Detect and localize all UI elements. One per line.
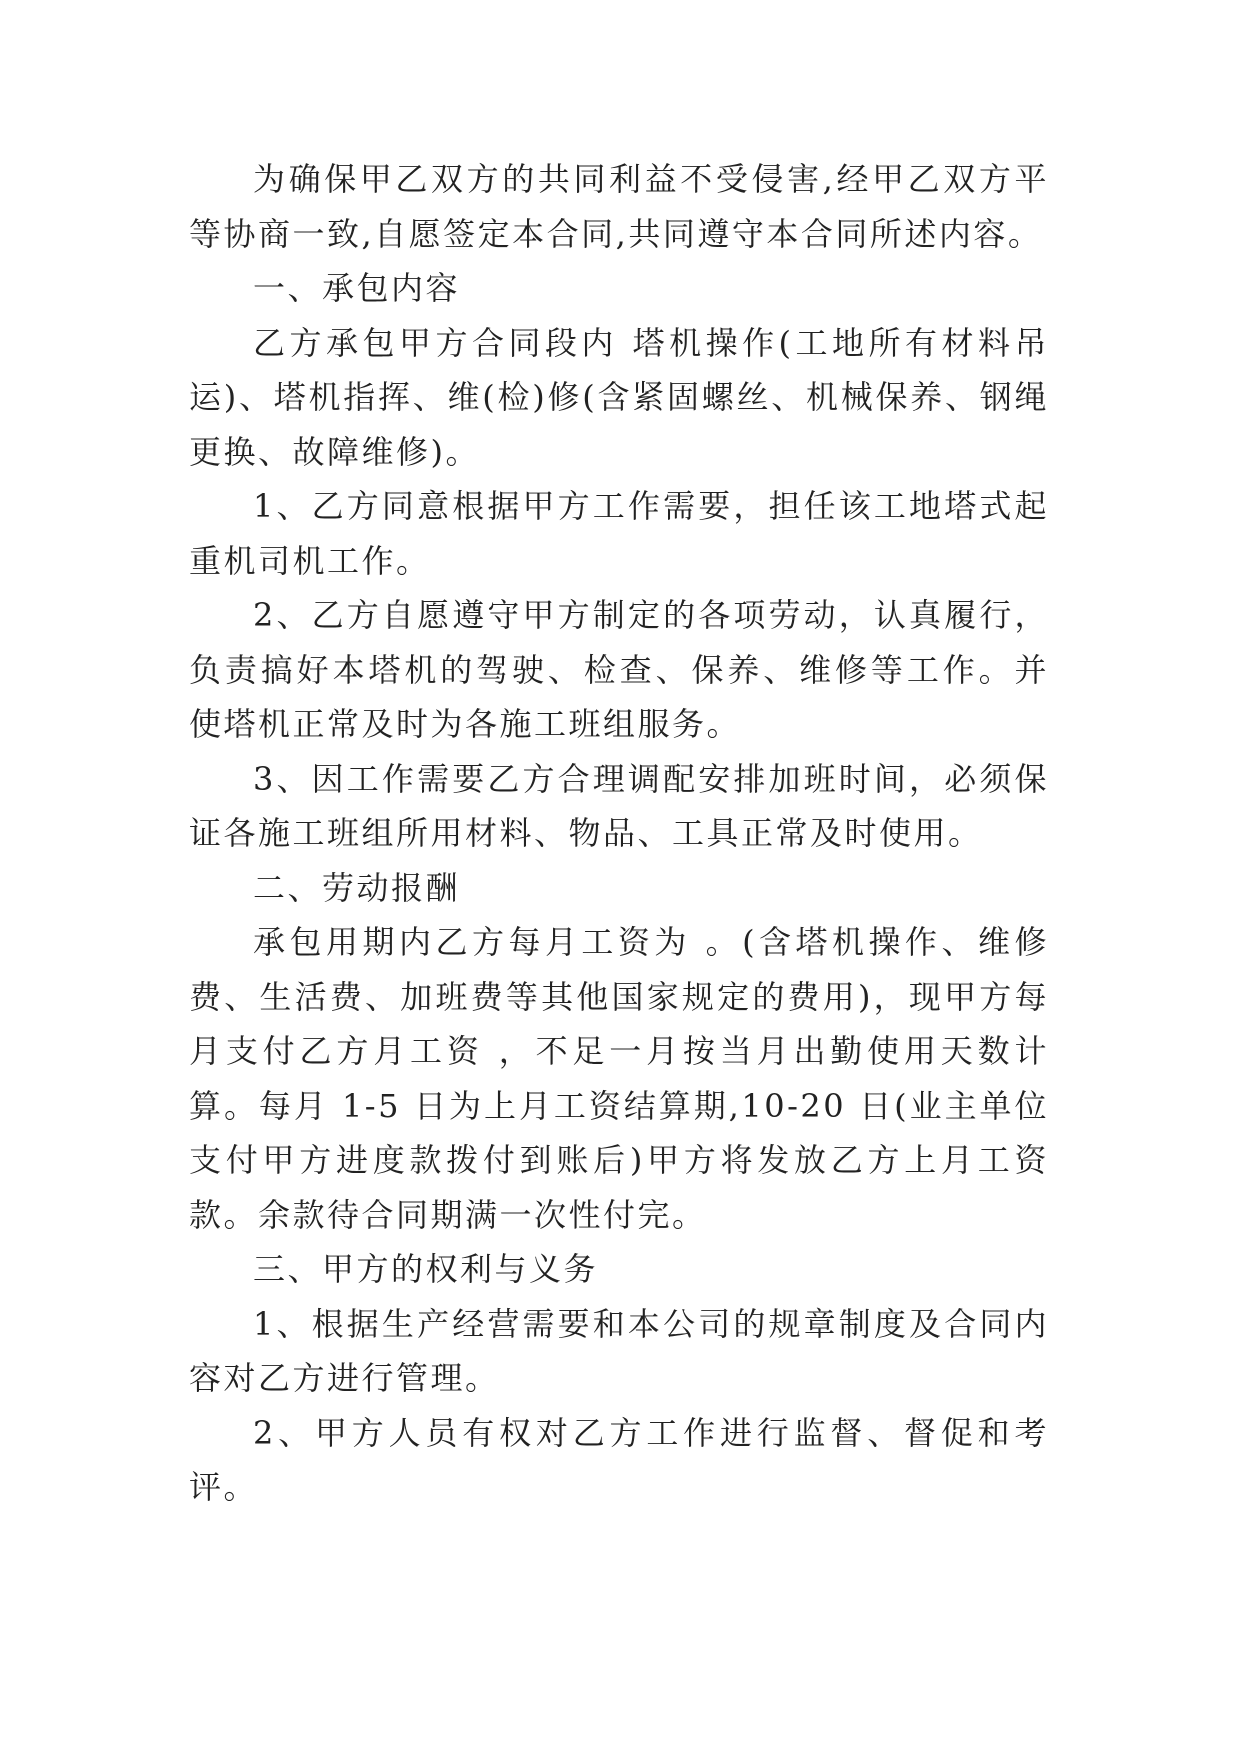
section-heading-party-a-rights: 三、甲方的权利与义务 <box>253 1250 599 1288</box>
party-a-item-2: 2、甲方人员有权对乙方工作进行监督、督促和考评。 <box>189 1413 1049 1506</box>
remuneration-paragraph: 承包用期内乙方每月工资为 。(含塔机操作、维修费、生活费、加班费等其他国家规定的费用)，现甲方每月支付乙方月工资 ，不足一月按当月出勤使用天数计算。每月 1-5 日为上月工资结算期,10-20 日(业主单位支付甲方进度款拨付到账后)甲方将发放乙方上月工资款。余款待合同期满一次性付完。 <box>189 923 1049 1234</box>
scope-paragraph: 乙方承包甲方合同段内 塔机操作(工地所有材料吊运)、塔机指挥、维(检)修(含紧固螺丝、机械保养、钢绳更换、故障维修)。 <box>189 323 1049 471</box>
scope-item-2: 2、乙方自愿遵守甲方制定的各项劳动，认真履行，负责搞好本塔机的驾驶、检查、保养、维修等工作。并使塔机正常及时为各施工班组服务。 <box>189 596 1049 743</box>
section-heading-remuneration: 二、劳动报酬 <box>253 868 461 907</box>
scope-item-3: 3、因工作需要乙方合理调配安排加班时间，必须保证各施工班组所用材料、物品、工具正常及时使用。 <box>189 759 1049 852</box>
document-body <box>189 152 1049 1515</box>
intro-paragraph: 为确保甲乙双方的共同利益不受侵害,经甲乙双方平等协商一致,自愿签定本合同,共同遵守本合同所述内容。 <box>189 160 1049 253</box>
party-a-item-1: 1、根据生产经营需要和本公司的规章制度及合同内容对乙方进行管理。 <box>189 1304 1049 1397</box>
section-heading-contract-scope: 一、承包内容 <box>253 269 461 307</box>
scope-item-1: 1、乙方同意根据甲方工作需要，担任该工地塔式起重机司机工作。 <box>189 487 1049 580</box>
